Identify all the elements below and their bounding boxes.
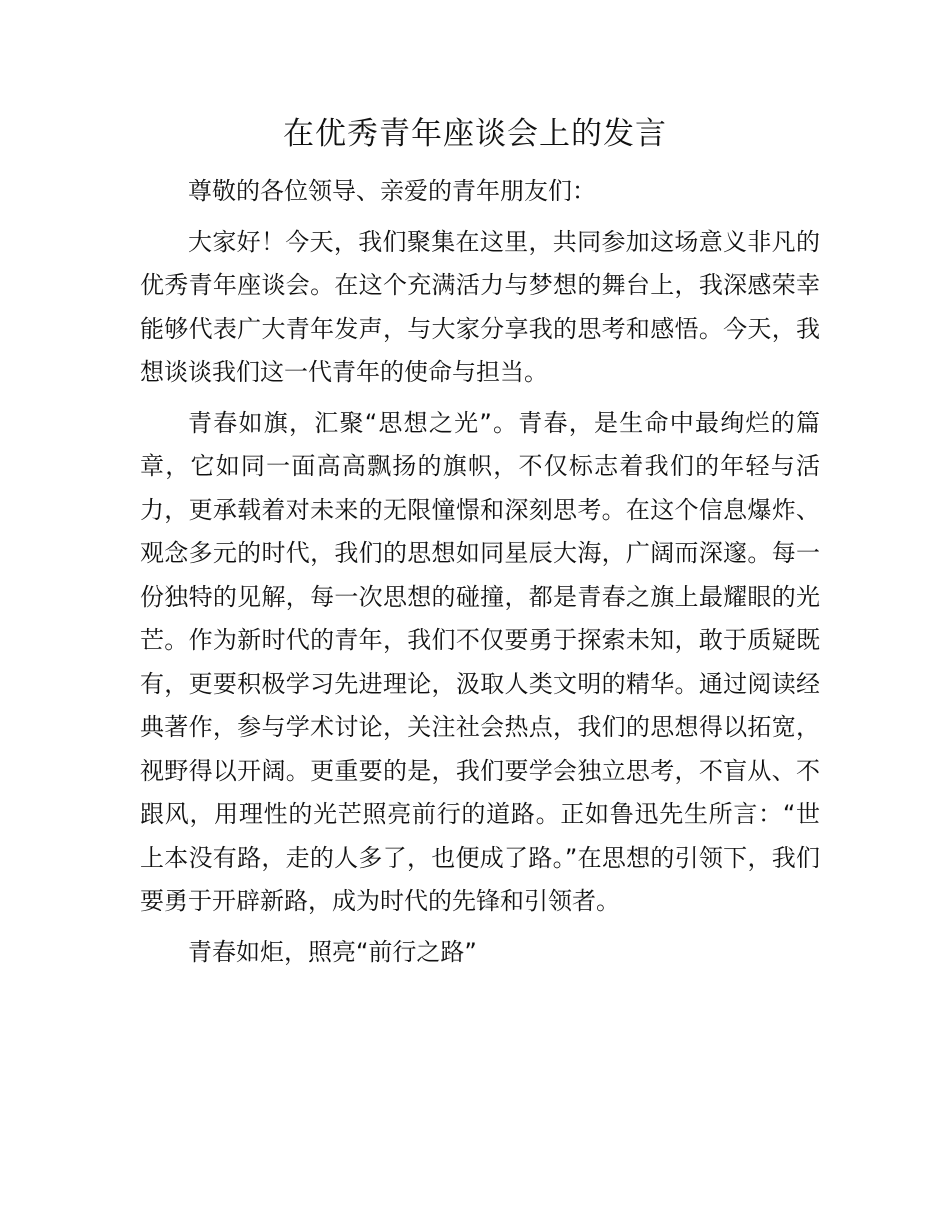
salutation: 尊敬的各位领导、亲爱的青年朋友们： bbox=[188, 177, 596, 205]
paragraph-torch-heading: 青春如炬，照亮“前行之路” bbox=[188, 937, 477, 966]
paragraph-greeting: 大家好！今天，我们聚集在这里，共同参加这场意义非凡的优秀青年座谈会。在这个充满活力与梦想的舞台上，我深感荣幸能够代表广大青年发声，与大家分享我的思考和感悟。今天，我想谈谈我们这一代青年的使命与担当。 bbox=[140, 227, 820, 386]
paragraph-thought: 青春如旗，汇聚“思想之光”。青春，是生命中最绚烂的篇章，它如同一面高高飘扬的旗帜，不仅标志着我们的年轻与活力，更承载着对未来的无限憧憬和深刻思考。在这个信息爆炸、观念多元的时代，我们的思想如同星辰大海，广阔而深邃。每一份独特的见解，每一次思想的碰撞，都是青春之旗上最耀眼的光芒。作为新时代的青年，我们不仅要勇于探索未知，敢于质疑既有，更要积极学习先进理论，汲取人类文明的精华。通过阅读经典著作，参与学术讨论，关注社会热点，我们的思想得以拓宽，视野得以开阔。更重要的是，我们要学会独立思考，不盲从、不跟风，用理性的光芒照亮前行的道路。正如鲁迅先生所言：“世上本没有路，走的人多了，也便成了路。”在思想的引领下，我们要勇于开辟新路，成为时代的先锋和引领者。 bbox=[140, 408, 820, 915]
page-title: 在优秀青年座谈会上的发言 bbox=[283, 116, 667, 152]
document-body bbox=[140, 170, 820, 974]
